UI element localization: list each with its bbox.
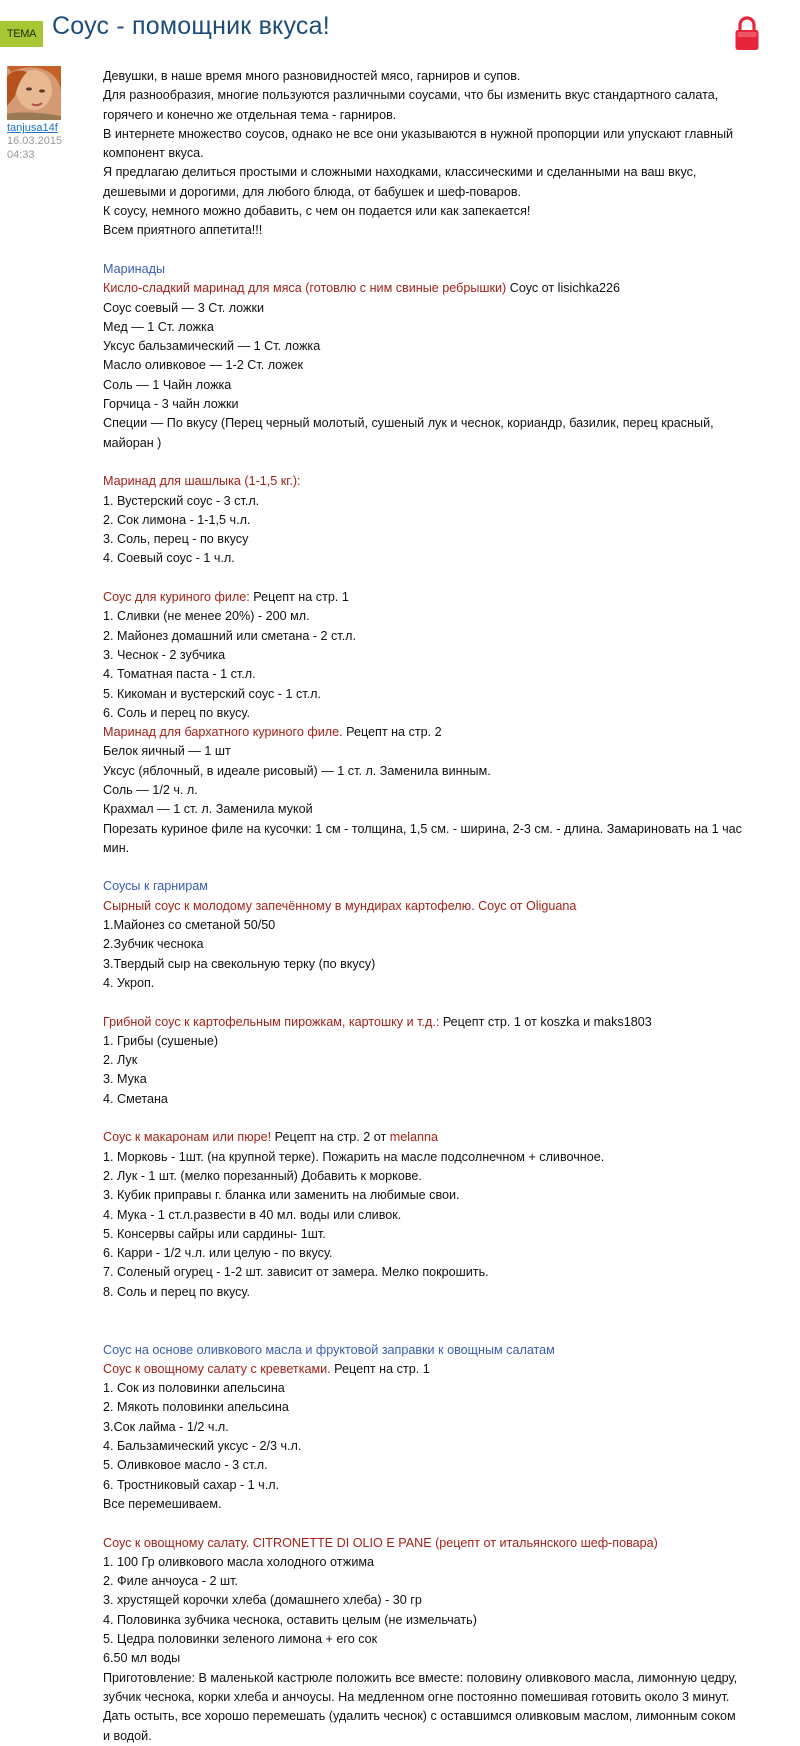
topic-badge: ТЕМА <box>0 21 43 47</box>
recipe-line: Соль — 1/2 ч. л. <box>103 782 198 797</box>
recipe-title: Кисло-сладкий маринад для мяса (готовлю с ним свиные ребрышки) <box>103 281 507 296</box>
recipe-line: 4. Бальзамический уксус - 2/3 ч.л. <box>103 1439 302 1454</box>
recipe-line: Специи — По вкусу (Перец черный молотый, сушеный лук и чеснок, кориандр, базилик, перец красный, <box>103 416 714 431</box>
recipe-line: 1. Морковь - 1шт. (на крупной терке). Пожарить на масле подсолнечном + сливочное. <box>103 1149 605 1164</box>
author-block <box>7 66 87 162</box>
recipe-line: 4. Соевый соус - 1 ч.л. <box>103 551 235 566</box>
recipe-line: майоран ) <box>103 435 162 450</box>
recipe-line: Соус соевый — 3 Ст. ложки <box>103 300 265 315</box>
recipe-line: 3. Кубик приправы г. бланка или заменить на любимые свои. <box>103 1188 460 1203</box>
recipe-credit: Соус от lisichka226 <box>506 281 620 296</box>
recipe-line: 3.Сок лайма - 1/2 ч.л. <box>103 1419 229 1434</box>
recipe-line: Дать остыть, все хорошо перемешать (удалить чеснок) с оставшимся оливковым маслом, лимонным соком <box>103 1709 736 1724</box>
recipe-line: 2. Мякоть половинки апельсина <box>103 1400 289 1415</box>
recipe-title: Сырный соус к молодому запечённому в мундирах картофелю. Соус от Oliguana <box>103 898 577 913</box>
intro-line: Девушки, в наше время много разновидностей мясо, гарниров и супов. <box>103 69 521 83</box>
recipe-line: Соль — 1 Чайн ложка <box>103 377 232 392</box>
recipe-line: 2.Зубчик чеснока <box>103 937 204 952</box>
recipe-line: Все перемешиваем. <box>103 1496 222 1511</box>
recipe-line: 1. Вустерский соус - 3 ст.л. <box>103 493 260 508</box>
intro-line: Для разнообразия, многие пользуются различными соусами, что бы изменить вкус стандартного салата, <box>103 88 719 103</box>
recipe-title: Маринад для бархатного куриного филе. <box>103 725 343 740</box>
recipe-title-line <box>103 279 768 298</box>
recipe-title-line <box>103 1360 768 1379</box>
intro-line: В интернете множество соусов, однако не все они указываются в нужной пропорции или упускают главный <box>103 126 734 141</box>
recipe-title-line <box>103 1128 768 1147</box>
avatar[interactable] <box>7 66 61 120</box>
page-title: Соус - помощник вкуса! <box>52 12 330 40</box>
recipe-line: 4. Сметана <box>103 1091 168 1106</box>
recipe-line: 5. Оливковое масло - 3 ст.л. <box>103 1458 268 1473</box>
section-heading-sides: Соусы к гарнирам <box>103 879 208 894</box>
recipe-line: 3. хрустящей корочки хлеба (домашнего хлеба) - 30 гр <box>103 1593 422 1608</box>
recipe-line: Крахмал — 1 ст. л. Заменила мукой <box>103 802 313 817</box>
recipe-line: зубчик чеснока, корки хлеба и анчоусы. На медленном огне постоянно помешивая готовить около 3 минут. <box>103 1689 730 1704</box>
recipe-line: Мед — 1 Ст. ложка <box>103 319 214 334</box>
recipe-credit: Рецепт на стр. 2 <box>342 725 442 740</box>
recipe-line: 4. Укроп. <box>103 975 155 990</box>
recipe-line: 4. Мука - 1 ст.л.развести в 40 мл. воды или сливок. <box>103 1207 402 1222</box>
recipe-title: Соус к овощному салату. CITRONETTE DI OLIO E PANE (рецепт от итальянского шеф-повара) <box>103 1535 658 1550</box>
post-date: 16.03.2015 <box>7 135 63 147</box>
recipe-line: 1. Грибы (сушеные) <box>103 1033 219 1048</box>
recipe-line: 5. Консервы сайры или сардины- 1шт. <box>103 1226 326 1241</box>
recipe-line: 1.Майонез со сметаной 50/50 <box>103 918 276 933</box>
intro-line: горячего и конечно же отдельная тема - гарниров. <box>103 107 397 122</box>
intro-line: К соусу, немного можно добавить, с чем он подается или как запекается! <box>103 204 531 219</box>
recipe-line: 6.50 мл воды <box>103 1651 181 1666</box>
recipe-line: Белок яичный — 1 шт <box>103 744 231 759</box>
recipe-line: 1. Сок из половинки апельсина <box>103 1381 285 1396</box>
recipe-title-line <box>103 588 768 607</box>
recipe-line: 2. Майонез домашний или сметана - 2 ст.л. <box>103 628 357 643</box>
recipe-title: Соус к овощному салату с креветками. <box>103 1361 331 1376</box>
recipe-line: и водой. <box>103 1728 152 1743</box>
recipe-credit: Рецепт стр. 1 от koszka и maks1803 <box>439 1014 652 1029</box>
section-heading-marinades: Маринады <box>103 261 166 276</box>
recipe-title-line <box>103 723 768 742</box>
recipe-line: мин. <box>103 840 130 855</box>
post-time: 04:33 <box>7 149 35 161</box>
recipe-line: 2. Лук - 1 шт. (мелко порезанный) Добавить к моркове. <box>103 1168 422 1183</box>
section-heading-olive: Соус на основе оливкового масла и фруктовой заправки к овощным салатам <box>103 1342 555 1357</box>
recipe-line: Масло оливковое — 1-2 Ст. ложек <box>103 358 303 373</box>
recipe-line: 3. Мука <box>103 1072 147 1087</box>
recipe-title: Соус для куриного филе: <box>103 590 250 605</box>
intro-line: Всем приятного аппетита!!! <box>103 223 263 238</box>
recipe-line: 5. Цедра половинки зеленого лимона + его сок <box>103 1632 378 1647</box>
recipe-credit: Рецепт на стр. 1 <box>330 1361 430 1376</box>
topic-header <box>0 0 800 62</box>
recipe-line: 2. Сок лимона - 1-1,5 ч.л. <box>103 512 251 527</box>
recipe-line: 3. Соль, перец - по вкусу <box>103 532 249 547</box>
recipe-line: 6. Тростниковый сахар - 1 ч.л. <box>103 1477 280 1492</box>
recipe-line: 3.Твердый сыр на свекольную терку (по вкусу) <box>103 956 376 971</box>
recipe-line: 7. Соленый огурец - 1-2 шт. зависит от замера. Мелко покрошить. <box>103 1265 489 1280</box>
intro-line: компонент вкуса. <box>103 146 204 161</box>
recipe-credit: Рецепт на стр. 1 <box>249 590 349 605</box>
recipe-line: 6. Карри - 1/2 ч.л. или целую - по вкусу. <box>103 1246 333 1261</box>
recipe-line: 5. Кикоман и вустерский соус - 1 ст.л. <box>103 686 322 701</box>
author-username-link[interactable]: tanjusa14f <box>7 122 58 134</box>
recipe-line: 4. Половинка зубчика чеснока, оставить целым (не измельчать) <box>103 1612 477 1627</box>
recipe-line: 2. Филе анчоуса - 2 шт. <box>103 1574 238 1589</box>
recipe-line: Порезать куриное филе на кусочки: 1 см - толщина, 1,5 см. - ширина, 2-3 см. - длина. Замариновать на 1 час <box>103 821 742 836</box>
recipe-line: 4. Томатная паста - 1 ст.л. <box>103 667 256 682</box>
intro-line: Я предлагаю делиться простыми и сложными находками, классическими и сделанными на ваш вкус, <box>103 165 697 180</box>
recipe-line: Уксус бальзамический — 1 Ст. ложка <box>103 339 321 354</box>
intro-line: дешевыми и дорогими, для любого блюда, от бабушек и шеф-поваров. <box>103 184 522 199</box>
recipe-title: Грибной соус к картофельным пирожкам, картошку и т.д.: <box>103 1014 440 1029</box>
recipe-line: 6. Соль и перец по вкусу. <box>103 705 250 720</box>
recipe-line: 1. 100 Гр оливкового масла холодного отжима <box>103 1554 375 1569</box>
post-body <box>103 67 768 1746</box>
recipe-title-line <box>103 1013 768 1032</box>
recipe-author: melanna <box>389 1130 439 1145</box>
recipe-title: Соус к макаронам или пюре! <box>103 1130 272 1145</box>
recipe-line: 1. Сливки (не менее 20%) - 200 мл. <box>103 609 310 624</box>
recipe-credit: Рецепт на стр. 2 от <box>271 1130 390 1145</box>
recipe-line: 2. Лук <box>103 1053 138 1068</box>
recipe-line: Горчица - 3 чайн ложки <box>103 397 239 412</box>
recipe-line: Уксус (яблочный, в идеале рисовый) — 1 ст. л. Заменила винным. <box>103 763 491 778</box>
recipe-line: Приготовление: В маленькой кастрюле положить все вместе: половину оливкового масла, лимонную цедру, <box>103 1670 738 1685</box>
recipe-line: 3. Чеснок - 2 зубчика <box>103 647 226 662</box>
lock-icon <box>734 14 760 52</box>
recipe-title: Маринад для шашлыка (1-1,5 кг.): <box>103 474 301 489</box>
recipe-line: 8. Соль и перец по вкусу. <box>103 1284 250 1299</box>
